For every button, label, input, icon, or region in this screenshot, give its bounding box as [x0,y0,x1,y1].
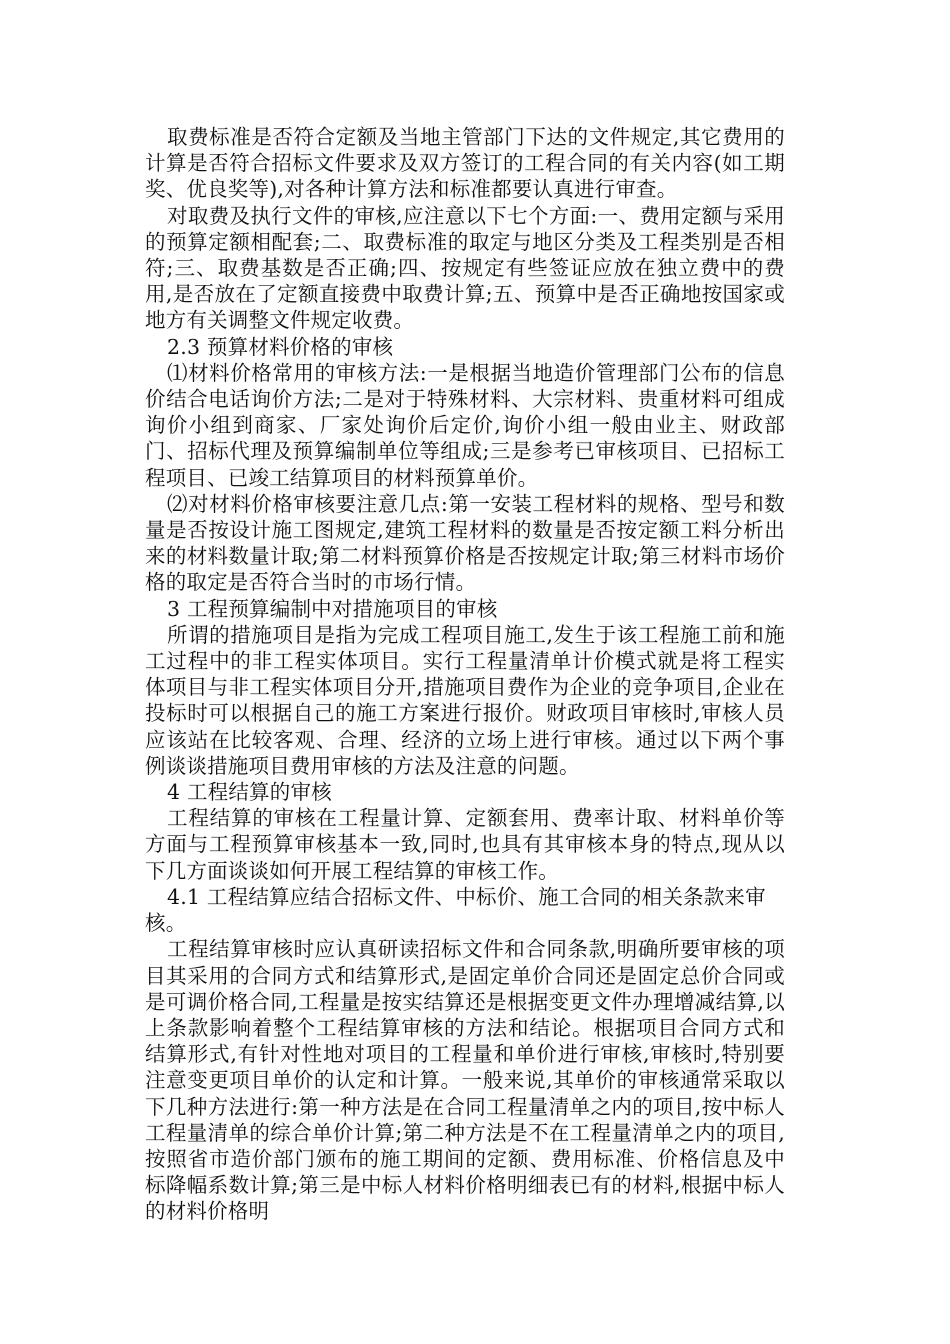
paragraph-material-price-notes: ⑵对材料价格审核要注意几点:第一安装工程材料的规格、型号和数量是否按设计施工图规定,建筑工程材料的数量是否按定额工料分析出来的材料数量计取;第二材料预算价格是否按规定计取;第三材料市场价格的取定是否符合当时的市场行情。 [145,491,785,595]
paragraph-settlement-contract: 工程结算审核时应认真研读招标文件和合同条款,明确所要审核的项目其采用的合同方式和结算形式,是固定单价合同还是固定总价合同或是可调价格合同,工程量是按实结算还是根据变更文件办理增减结算,以上条款影响着整个工程结算审核的方法和结论。根据项目合同方式和结算形式,有针对性地对项目的工程量和单价进行审核,审核时,特别要注意变更项目单价的认定和计算。一般来说,其单价的审核通常采取以下几种方法进行:第一种方法是在合同工程量清单之内的项目,按中标人工程量清单的综合单价计算;第二种方法是不在工程量清单之内的项目,按照省市造价部门颁布的施工期间的定额、费用标准、价格信息及中标降幅系数计算;第三是中标人材料价格明细表已有的材料,根据中标人的材料价格明 [145,937,785,1224]
section-heading-2-3: 2.3 预算材料价格的审核 [167,334,394,359]
paragraph-measure-items: 所谓的措施项目是指为完成工程项目施工,发生于该工程施工前和施工过程中的非工程实体项目。实行工程量清单计价模式就是将工程实体项目与非工程实体项目分开,措施项目费作为企业的竞争项目,企业在投标时可以根据自己的施工方案进行报价。财政项目审核时,审核人员应该站在比较客观、合理、经济的立场上进行审核。通过以下两个事例谈谈措施项目费用审核的方法及注意的问题。 [145,622,785,778]
document-page [145,124,785,1225]
paragraph-fee-standard: 取费标准是否符合定额及当地主管部门下达的文件规定,其它费用的计算是否符合招标文件要求及双方签订的工程合同的有关内容(如工期奖、优良奖等),对各种计算方法和标准都要认真进行审查。 [145,125,785,202]
paragraph-fee-review: 对取费及执行文件的审核,应注意以下七个方面:一、费用定额与采用的预算定额相配套;二、取费标准的取定与地区分类及工程类别是否相符;三、取费基数是否正确;四、按规定有些签证应放在独立费中的费用,是否放在了定额直接费中取费计算;五、预算中是否正确地按国家或地方有关调整文件规定收费。 [145,203,785,333]
section-heading-3: 3 工程预算编制中对措施项目的审核 [167,596,498,621]
paragraph-settlement-review: 工程结算的审核在工程量计算、定额套用、费率计取、材料单价等方面与工程预算审核基本一致,同时,也具有其审核本身的特点,现从以下几方面谈谈如何开展工程结算的审核工作。 [145,806,785,883]
paragraph-material-price-methods: ⑴材料价格常用的审核方法:一是根据当地造价管理部门公布的信息价结合电话询价方法;二是对于特殊材料、大宗材料、贵重材料可组成询价小组到商家、厂家处询价后定价,询价小组一般由业主、财政部门、招标代理及预算编制单位等组成;三是参考已审核项目、已招标工程项目、已竣工结算项目的材料预算单价。 [145,360,785,490]
section-heading-4: 4 工程结算的审核 [167,780,332,805]
section-heading-4-1: 4.1 工程结算应结合招标文件、中标价、施工合同的相关条款来审核。 [145,884,766,936]
